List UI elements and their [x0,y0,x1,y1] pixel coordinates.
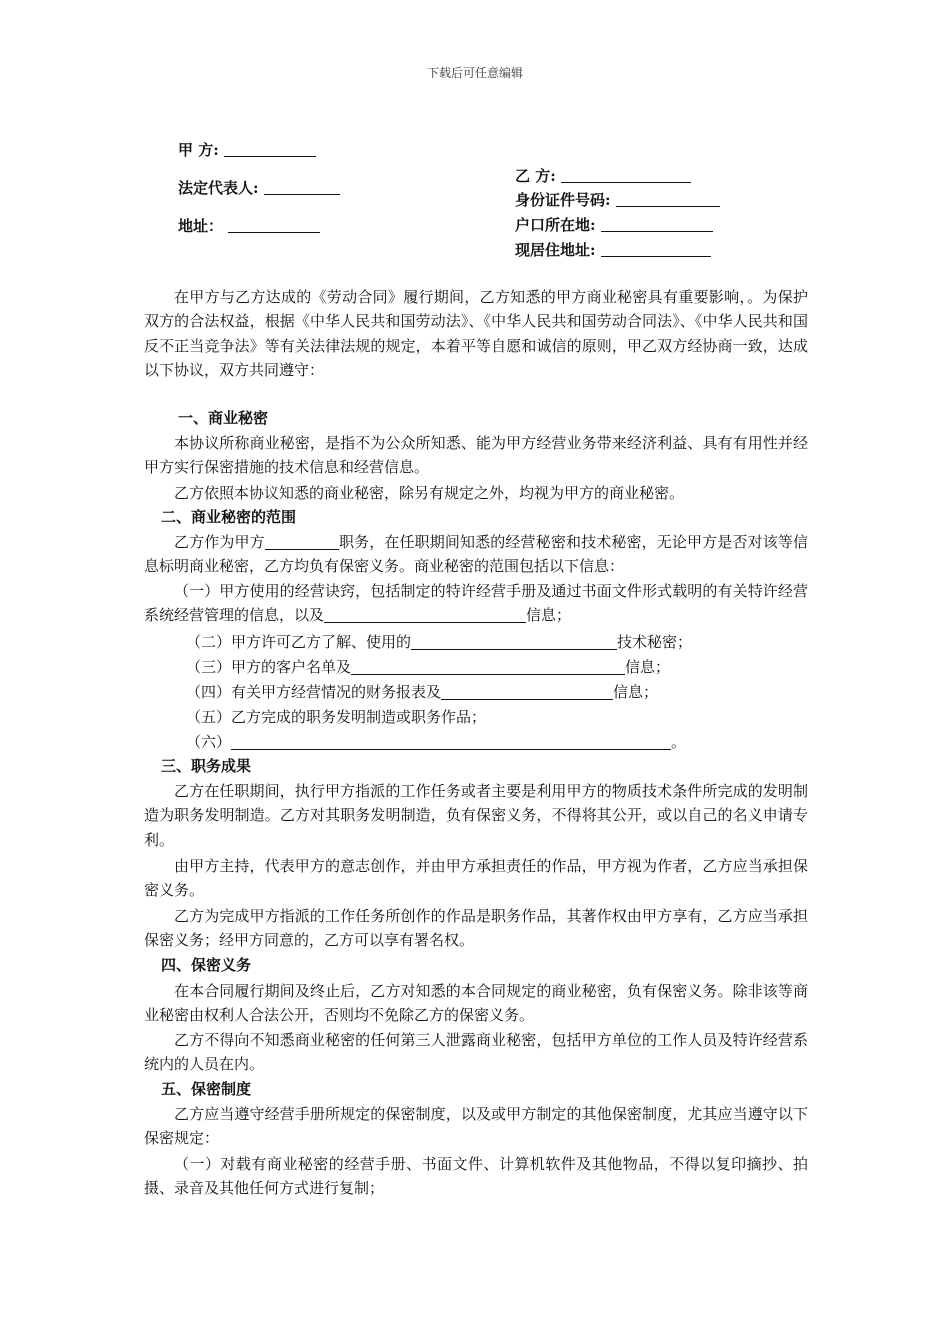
section4-title: 四、保密义务 [161,956,252,974]
party-a-rep-blank [264,180,340,195]
item1-start: （一）甲方使用的经营诀窍，包括制定的特许经营手册及通过书面文件形式载明的有关特许经营系统经营管理的信息，以及 [144,582,808,625]
item6-end: 。 [671,733,687,751]
party-a-field [178,139,316,160]
item1-end: 信息； [526,606,572,625]
party-b-residence-field [515,239,711,260]
party-a-address-blank [228,218,320,233]
party-a-address-label: 地址： [178,217,224,235]
section2-item-2 [144,630,808,654]
party-b-field [515,165,691,186]
section5-item-1: （一）对载有商业秘密的经营手册、书面文件、计算机软件及其他物品，不得以复印摘抄、拍摄、录音及其他任何方式进行复制； [144,1155,808,1198]
party-b-label: 乙 方: [515,167,556,185]
party-a-rep-label: 法定代表人: [178,179,259,197]
party-b-id-label: 身份证件号码: [515,191,611,209]
party-b-residence-label: 现居住地址: [515,241,596,259]
party-b-blank [561,168,691,183]
section3-paragraph-3: 乙方为完成甲方指派的工作任务所创作的作品是职务作品，其著作权由甲方享有，乙方应当承担保密义务；经甲方同意的，乙方可以享有署名权。 [144,907,808,950]
page-header-note: 下载后可任意编辑 [426,66,523,80]
section2-title: 二、商业秘密的范围 [161,508,297,526]
party-b-hukou-label: 户口所在地: [515,216,596,234]
section2-p1-end: 职务，在任职期间知悉的经营秘密和技术秘密，无论甲方是否对该等信息标明商业秘密，乙方均负有保密义务。商业秘密的范围包括以下信息： [144,533,808,576]
section2-item-3 [144,655,808,679]
party-a-label: 甲 方: [178,141,219,159]
item2-blank [411,633,617,650]
party-b-id-field [515,189,720,210]
section2-paragraph-1 [144,530,808,579]
section5-paragraph-1: 乙方应当遵守经营手册所规定的保密制度，以及或甲方制定的其他保密制度，尤其应当遵守以下保密规定： [144,1105,808,1148]
item3-start: （三）甲方的客户名单及 [186,658,352,676]
item2-end: 技术秘密； [617,633,693,651]
section4-paragraph-1: 在本合同履行期间及终止后，乙方对知悉的本合同规定的商业秘密，负有保密义务。除非该等商业秘密由权利人合法公开，否则均不免除乙方的保密义务。 [144,982,808,1025]
section3-paragraph-2: 由甲方主持，代表甲方的意志创作，并由甲方承担责任的作品，甲方视为作者，乙方应当承担保密义务。 [144,857,808,900]
party-b-hukou-blank [601,217,713,232]
item3-end: 信息； [625,658,671,676]
item3-blank [351,658,625,675]
section5-title: 五、保密制度 [161,1080,252,1098]
section2-item-5: （五）乙方完成的职务发明制造或职务作品； [186,708,487,726]
section1-paragraph-2: 乙方依照本协议知悉的商业秘密，除另有规定之外，均视为甲方的商业秘密。 [174,484,685,502]
section1-title: 一、商业秘密 [178,409,269,427]
section3-title: 三、职务成果 [161,757,252,775]
party-a-rep-field [178,177,340,198]
position-blank [265,533,339,550]
item4-end: 信息； [613,683,659,701]
item1-blank [324,606,526,623]
section2-p1-start: 乙方作为甲方 [174,533,265,551]
section1-paragraph-1: 本协议所称商业秘密，是指不为公众所知悉、能为甲方经营业务带来经济利益、具有有用性并经甲方实行保密措施的技术信息和经营信息。 [144,434,808,477]
section3-paragraph-1: 乙方在任职期间，执行甲方指派的工作任务或者主要是利用甲方的物质技术条件所完成的发明制造为职务发明制造。乙方对其职务发明制造，负有保密义务，不得将其公开，或以自己的名义申请专利。 [144,782,808,849]
party-a-blank [224,142,316,157]
party-a-address-field [178,215,320,236]
item4-blank [441,683,613,700]
item6-blank [231,733,671,750]
party-b-residence-blank [601,242,711,257]
party-b-id-blank [616,192,720,207]
party-b-hukou-field [515,214,713,235]
section4-paragraph-2: 乙方不得向不知悉商业秘密的任何第三人泄露商业秘密，包括甲方单位的工作人员及特许经营系统内的人员在内。 [144,1031,808,1074]
item4-start: （四）有关甲方经营情况的财务报表及 [186,683,442,701]
section2-item-6 [144,730,808,754]
item6-start: （六） [186,733,232,751]
section2-item-1 [144,579,808,628]
item2-start: （二）甲方许可乙方了解、使用的 [186,633,412,651]
section2-item-4 [144,680,808,704]
preamble-paragraph: 在甲方与乙方达成的《劳动合同》履行期间，乙方知悉的甲方商业秘密具有重要影响，。为保护双方的合法权益，根据《中华人民共和国劳动法》、《中华人民共和国劳动合同法》、《中华人民共和国反不正当竞争法》等有关法律法规的规定，本着平等自愿和诚信的原则，甲乙双方经协商一致，达成以下协议，双方共同遵守： [144,288,808,379]
